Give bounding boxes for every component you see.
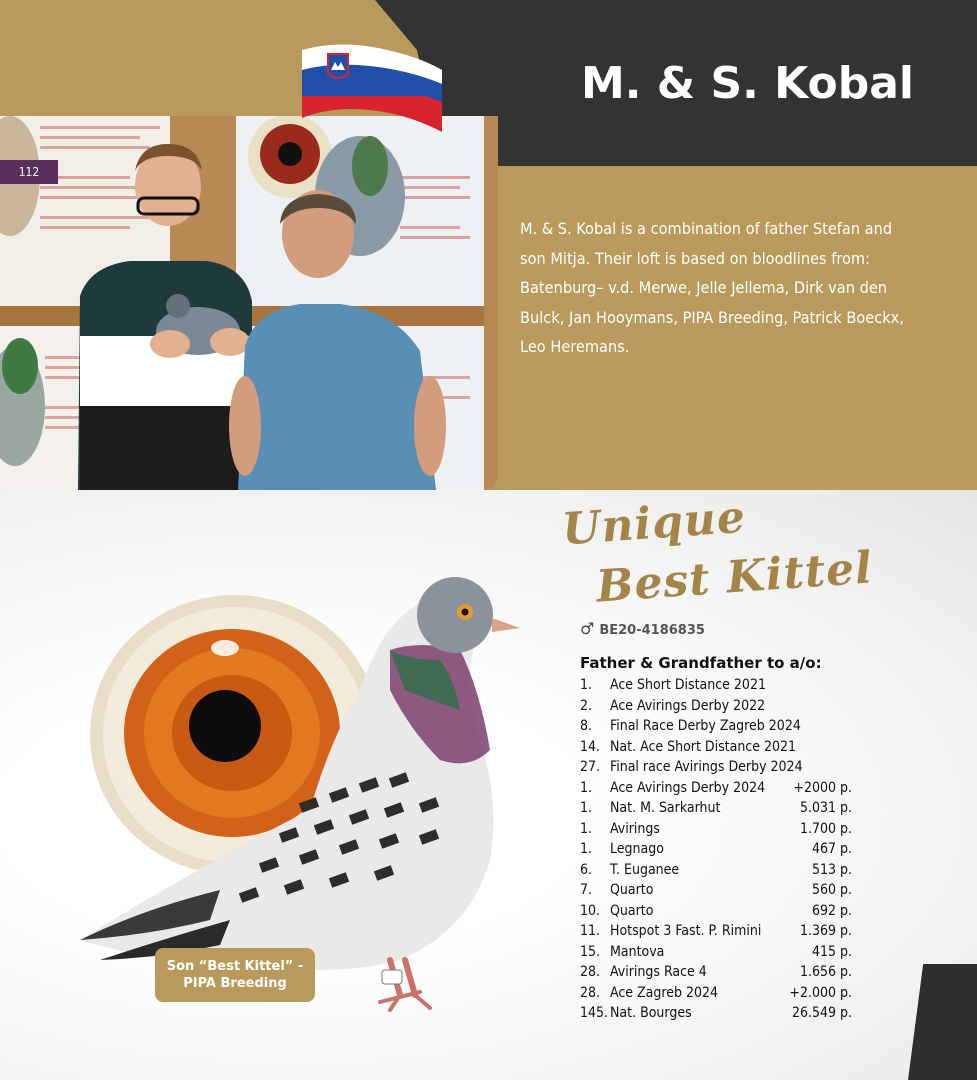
result-race: Quarto bbox=[610, 902, 654, 919]
result-rank: 15. bbox=[580, 943, 601, 960]
list-item bbox=[580, 716, 880, 737]
intro-text: M. & S. Kobal is a combination of father Stefan and son Mitja. Their loft is based on bloodlines from: Batenburg– v.d. Merwe, Jelle Jellema, Dirk van den Bulck, Jan Hooymans, PIPA Breeding, Patrick Boeckx, Leo Heremans. bbox=[520, 219, 904, 356]
heading-best-kittel: Best Kittel bbox=[594, 542, 875, 613]
result-rank: 11. bbox=[580, 923, 601, 939]
results-list bbox=[580, 675, 880, 1024]
result-pts: 692 p. bbox=[811, 902, 852, 919]
caption-line-1: Son “Best Kittel” - bbox=[166, 959, 304, 974]
list-item bbox=[580, 737, 880, 758]
result-rank: 145. bbox=[580, 1005, 609, 1021]
result-pts: +2.000 p. bbox=[789, 984, 852, 1001]
list-item bbox=[580, 839, 880, 860]
result-rank: 14. bbox=[580, 738, 601, 755]
list-item bbox=[580, 1003, 880, 1024]
result-rank: 10. bbox=[580, 902, 601, 919]
result-race: Ace Avirings Derby 2022 bbox=[610, 697, 766, 714]
result-pts: 26.549 p. bbox=[791, 1005, 852, 1021]
list-item bbox=[580, 696, 880, 717]
result-rank: 7. bbox=[580, 882, 593, 898]
list-item bbox=[580, 860, 880, 881]
result-rank: 28. bbox=[580, 964, 601, 980]
result-race: Mantova bbox=[610, 943, 665, 960]
caption-line-2: PIPA Breeding bbox=[183, 976, 287, 991]
heading-unique: Unique bbox=[560, 491, 748, 556]
result-rank: 27. bbox=[580, 759, 601, 775]
ring-number: BE20-4186835 bbox=[599, 623, 705, 638]
result-race: Nat. Ace Short Distance 2021 bbox=[610, 738, 797, 755]
result-race: Legnago bbox=[610, 841, 664, 857]
result-rank: 28. bbox=[580, 984, 601, 1001]
fanciers-photo-illustration bbox=[0, 116, 498, 490]
list-item bbox=[580, 778, 880, 799]
result-race: Ace Short Distance 2021 bbox=[610, 677, 766, 693]
result-race: Final race Avirings Derby 2024 bbox=[610, 759, 803, 775]
result-rank: 1. bbox=[580, 779, 593, 796]
results-title: Father & Grandfather to a/o: bbox=[580, 654, 822, 672]
list-item bbox=[580, 819, 880, 840]
result-race: Hotspot 3 Fast. P. Rimini bbox=[610, 923, 762, 939]
result-pts: 560 p. bbox=[811, 882, 852, 898]
result-pts: +2000 p. bbox=[793, 779, 852, 796]
result-pts: 415 p. bbox=[811, 943, 852, 960]
page-number: 112 bbox=[0, 160, 58, 184]
result-race: Avirings bbox=[610, 820, 660, 837]
result-rank: 1. bbox=[580, 800, 593, 816]
page-title: M. & S. Kobal bbox=[580, 58, 914, 109]
result-rank: 1. bbox=[580, 820, 593, 837]
slovenia-flag-icon bbox=[298, 40, 446, 136]
result-race: Final Race Derby Zagreb 2024 bbox=[610, 718, 801, 734]
list-item bbox=[580, 942, 880, 963]
result-pts: 1.369 p. bbox=[799, 923, 852, 939]
result-race: Nat. Bourges bbox=[610, 1005, 692, 1021]
list-item bbox=[580, 901, 880, 922]
result-rank: 2. bbox=[580, 697, 593, 714]
fanciers-photo bbox=[0, 116, 498, 490]
result-pts: 5.031 p. bbox=[799, 800, 852, 816]
result-rank: 1. bbox=[580, 677, 593, 693]
list-item bbox=[580, 983, 880, 1004]
list-item bbox=[580, 962, 880, 983]
list-item bbox=[580, 798, 880, 819]
result-race: Quarto bbox=[610, 882, 654, 898]
result-race: Nat. M. Sarkarhut bbox=[610, 800, 721, 816]
photo-caption-badge bbox=[155, 948, 315, 1002]
result-race: Ace Zagreb 2024 bbox=[610, 984, 719, 1001]
result-pts: 1.700 p. bbox=[799, 820, 852, 837]
list-item bbox=[580, 675, 880, 696]
result-pts: 467 p. bbox=[811, 841, 852, 857]
list-item bbox=[580, 880, 880, 901]
result-race: Avirings Race 4 bbox=[610, 964, 707, 980]
male-symbol-icon: ♂ bbox=[580, 619, 595, 638]
list-item bbox=[580, 757, 880, 778]
result-rank: 1. bbox=[580, 841, 593, 857]
result-rank: 8. bbox=[580, 718, 593, 734]
result-pts: 513 p. bbox=[811, 861, 852, 878]
ring-number-line bbox=[580, 619, 705, 638]
list-item bbox=[580, 921, 880, 942]
result-race: T. Euganee bbox=[610, 861, 680, 878]
result-pts: 1.656 p. bbox=[799, 964, 852, 980]
result-rank: 6. bbox=[580, 861, 593, 878]
result-race: Ace Avirings Derby 2024 bbox=[610, 779, 766, 796]
